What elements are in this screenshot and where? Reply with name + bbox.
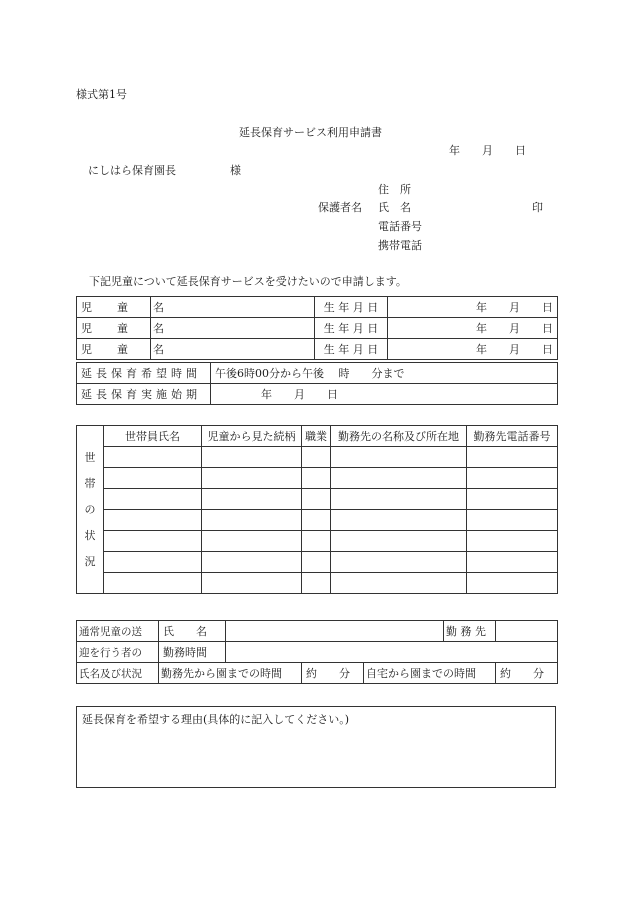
guardian-section-label: 保護者名 bbox=[318, 201, 362, 214]
birth-date-field[interactable]: 年 月 日 bbox=[388, 339, 558, 360]
hours-table bbox=[76, 362, 558, 405]
household-side-label: 世 帯 の 状 況 bbox=[77, 426, 104, 594]
col-member-name: 世帯員氏名 bbox=[104, 426, 202, 447]
pickup-side-label-1: 通常児童の送 bbox=[77, 621, 159, 642]
intro-text: 下記児童について延長保育サービスを受けたいので申請します。 bbox=[89, 275, 407, 288]
date-line: 年 月 日 bbox=[449, 144, 526, 157]
birth-date-label: 生 年 月 日 bbox=[315, 339, 388, 360]
home-commute-field[interactable]: 約 分 bbox=[496, 663, 558, 684]
table-row bbox=[77, 531, 558, 552]
phone-label: 電話番号 bbox=[378, 220, 422, 233]
birth-date-label: 生 年 月 日 bbox=[315, 318, 388, 339]
pickup-side-label-2: 迎を行う者の bbox=[77, 642, 159, 663]
child-row bbox=[77, 318, 558, 339]
pickup-table bbox=[76, 620, 558, 684]
table-row bbox=[77, 573, 558, 594]
pickup-hours-label: 勤務時間 bbox=[159, 642, 226, 663]
desired-hours-label: 延長保育希望時間 bbox=[77, 363, 211, 384]
household-header-row bbox=[77, 426, 558, 447]
birth-date-field[interactable]: 年 月 日 bbox=[388, 297, 558, 318]
start-period-field[interactable]: 年 月 日 bbox=[211, 384, 558, 405]
home-commute-label: 自宅から園までの時間 bbox=[364, 663, 496, 684]
table-row bbox=[77, 552, 558, 573]
pickup-name-label: 氏 名 bbox=[159, 621, 226, 642]
col-relationship: 児童から見た続柄 bbox=[202, 426, 302, 447]
pickup-name-field[interactable] bbox=[226, 621, 444, 642]
child-name-label: 児 童 名 bbox=[77, 318, 151, 339]
col-occupation: 職業 bbox=[302, 426, 331, 447]
col-workplace-phone: 勤務先電話番号 bbox=[467, 426, 558, 447]
household-table bbox=[76, 425, 558, 594]
pickup-work-label: 勤 務 先 bbox=[444, 621, 496, 642]
reason-box[interactable] bbox=[76, 706, 556, 788]
child-name-field[interactable] bbox=[151, 339, 315, 360]
work-commute-label: 勤務先から園までの時間 bbox=[159, 663, 302, 684]
pickup-side-label-3: 氏名及び状況 bbox=[77, 663, 159, 684]
work-commute-field[interactable]: 約 分 bbox=[302, 663, 364, 684]
child-name-label: 児 童 名 bbox=[77, 339, 151, 360]
reason-label: 延長保育を希望する理由(具体的に記入してください。) bbox=[82, 713, 350, 726]
table-row bbox=[77, 510, 558, 531]
form-number: 様式第1号 bbox=[76, 88, 127, 101]
col-workplace: 勤務先の名称及び所在地 bbox=[331, 426, 467, 447]
table-row bbox=[77, 468, 558, 489]
child-row bbox=[77, 339, 558, 360]
child-row bbox=[77, 297, 558, 318]
table-row bbox=[77, 447, 558, 468]
child-name-field[interactable] bbox=[151, 297, 315, 318]
seal-mark: 印 bbox=[532, 201, 543, 214]
page-title: 延長保育サービス利用申請書 bbox=[239, 126, 382, 139]
child-name-label: 児 童 名 bbox=[77, 297, 151, 318]
birth-date-label: 生 年 月 日 bbox=[315, 297, 388, 318]
birth-date-field[interactable]: 年 月 日 bbox=[388, 318, 558, 339]
honorific: 様 bbox=[230, 164, 241, 177]
table-row bbox=[77, 489, 558, 510]
pickup-work-field[interactable] bbox=[496, 621, 558, 642]
guardian-name-label: 氏 名 bbox=[378, 201, 411, 214]
address-label: 住 所 bbox=[378, 183, 411, 196]
child-name-field[interactable] bbox=[151, 318, 315, 339]
children-table bbox=[76, 296, 558, 360]
desired-hours-field[interactable]: 午後6時00分から午後 時 分まで bbox=[211, 363, 558, 384]
mobile-label: 携帯電話 bbox=[378, 239, 422, 252]
start-period-label: 延長保育実施始期 bbox=[77, 384, 211, 405]
pickup-hours-field[interactable] bbox=[226, 642, 558, 663]
addressee: にしはら保育園長 bbox=[88, 164, 176, 177]
